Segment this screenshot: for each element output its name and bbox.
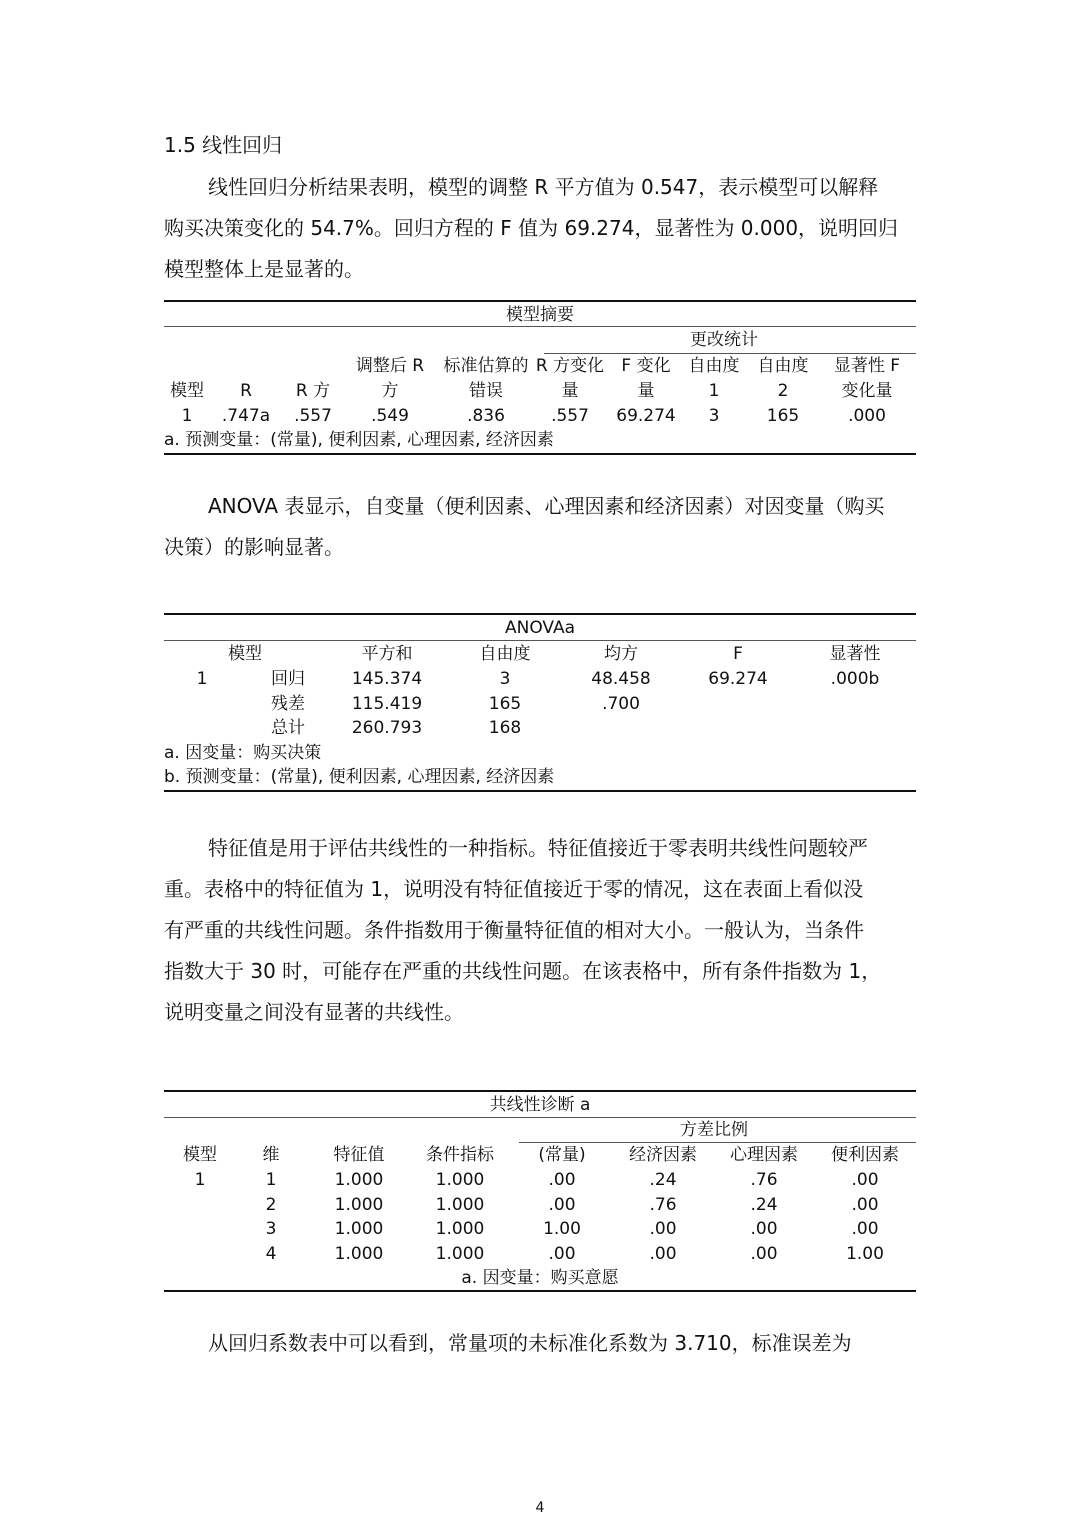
table-footnote: a. 因变量：购买决策 <box>164 743 322 763</box>
paragraph-line: 决策）的影响显著。 <box>164 535 344 559</box>
paragraph-line: 线性回归分析结果表明，模型的调整 R 平方值为 0.547，表示模型可以解释 <box>208 175 879 199</box>
header-df2-line2: 2 <box>777 381 789 401</box>
table-bottom-rule <box>164 1290 916 1292</box>
header-economic: 经济因素 <box>629 1145 697 1165</box>
cell-f: 69.274 <box>708 669 768 689</box>
cell-df: 165 <box>488 694 522 714</box>
table-rule <box>164 1117 916 1118</box>
cell-psychological: .00 <box>750 1219 778 1239</box>
group-header: 更改统计 <box>690 330 758 350</box>
header-condition-index: 条件指标 <box>426 1145 494 1165</box>
header-model: 模型 <box>170 381 204 401</box>
cell-se: .836 <box>467 406 505 426</box>
cell-eigenvalue: 1.000 <box>334 1195 384 1215</box>
cell-ms: .700 <box>602 694 640 714</box>
cell-ms: 48.458 <box>591 669 651 689</box>
cell-dimension: 2 <box>265 1195 277 1215</box>
cell-df: 168 <box>488 718 522 738</box>
cell-f-change: 69.274 <box>616 406 676 426</box>
header-df: 自由度 <box>479 644 531 664</box>
cell-eigenvalue: 1.000 <box>334 1170 384 1190</box>
header-sum-of-squares: 平方和 <box>361 644 413 664</box>
header-f-change-line2: 量 <box>637 381 655 401</box>
table-footnote: b. 预测变量：(常量), 便利因素, 心理因素, 经济因素 <box>164 767 555 787</box>
header-psychological: 心理因素 <box>730 1145 798 1165</box>
header-f-change: F 变化 <box>621 356 671 376</box>
paragraph-line: 特征值是用于评估共线性的一种指标。特征值接近于零表明共线性问题较严 <box>208 836 868 860</box>
cell-eigenvalue: 1.000 <box>334 1219 384 1239</box>
cell-eigenvalue: 1.000 <box>334 1244 384 1264</box>
cell-economic: .00 <box>649 1244 677 1264</box>
cell-model: 1 <box>194 1170 206 1190</box>
table-bottom-rule <box>164 453 916 455</box>
cell-convenience: .00 <box>851 1219 879 1239</box>
cell-condition-index: 1.000 <box>435 1195 485 1215</box>
header-df2: 自由度 <box>757 356 809 376</box>
cell-model: 1 <box>196 669 208 689</box>
model-summary-table <box>164 300 916 456</box>
cell-sig: .000 <box>848 406 886 426</box>
header-dimension: 维 <box>262 1145 280 1165</box>
header-se: 标准估算的 <box>443 356 529 376</box>
table-bottom-rule <box>164 790 916 792</box>
collinearity-table <box>164 1090 916 1294</box>
group-rule <box>544 353 916 354</box>
section-heading: 1.5 线性回归 <box>164 133 283 157</box>
paragraph-coefficients <box>164 1323 916 1364</box>
cell-psychological: .00 <box>750 1244 778 1264</box>
cell-constant: .00 <box>548 1170 576 1190</box>
cell-dimension: 4 <box>265 1244 277 1264</box>
header-adj-r2-line2: 方 <box>381 381 399 401</box>
cell-condition-index: 1.000 <box>435 1244 485 1264</box>
paragraph-line: 重。表格中的特征值为 1，说明没有特征值接近于零的情况，这在表面上看似没 <box>164 877 864 901</box>
header-r2-change-line2: 量 <box>561 381 579 401</box>
cell-condition-index: 1.000 <box>435 1170 485 1190</box>
header-r: R <box>240 381 252 401</box>
table-top-rule <box>164 1090 916 1092</box>
table-rule <box>164 640 916 641</box>
table-title: 模型摘要 <box>506 305 574 325</box>
header-df1: 自由度 <box>688 356 740 376</box>
cell-df2: 165 <box>766 406 800 426</box>
row-label: 回归 <box>271 669 305 689</box>
cell-constant: .00 <box>548 1244 576 1264</box>
cell-df1: 3 <box>708 406 720 426</box>
cell-dimension: 1 <box>265 1170 277 1190</box>
header-convenience: 便利因素 <box>831 1145 899 1165</box>
paragraph-line: 模型整体上是显著的。 <box>164 257 364 281</box>
cell-constant: .00 <box>548 1195 576 1215</box>
page-number: 4 <box>535 1500 545 1516</box>
row-label: 总计 <box>271 718 305 738</box>
header-r2-change: R 方变化 <box>535 356 605 376</box>
cell-psychological: .24 <box>750 1195 778 1215</box>
header-constant: (常量) <box>538 1145 586 1165</box>
paragraph-collinearity <box>164 828 916 1033</box>
header-sig: 显著性 F <box>833 356 901 376</box>
cell-convenience: .00 <box>851 1170 879 1190</box>
header-adj-r2: 调整后 R <box>355 356 425 376</box>
cell-r2-change: .557 <box>551 406 589 426</box>
header-model: 模型 <box>183 1145 217 1165</box>
header-f: F <box>733 644 743 664</box>
header-sig-line2: 变化量 <box>841 381 893 401</box>
paragraph-line: 从回归系数表中可以看到，常量项的未标准化系数为 3.710，标准误差为 <box>208 1331 852 1355</box>
cell-convenience: .00 <box>851 1195 879 1215</box>
header-se-line2: 错误 <box>469 381 503 401</box>
cell-adj-r2: .549 <box>371 406 409 426</box>
cell-df: 3 <box>499 669 511 689</box>
cell-psychological: .76 <box>750 1170 778 1190</box>
header-sig: 显著性 <box>829 644 881 664</box>
cell-sig: .000b <box>830 669 880 689</box>
table-footnote: a. 预测变量：(常量), 便利因素, 心理因素, 经济因素 <box>164 430 554 450</box>
group-header: 方差比例 <box>680 1120 748 1140</box>
paragraph-line: ANOVA 表显示，自变量（便利因素、心理因素和经济因素）对因变量（购买 <box>208 494 885 518</box>
cell-dimension: 3 <box>265 1219 277 1239</box>
paragraph-regression-summary <box>164 167 916 290</box>
anova-table <box>164 613 916 793</box>
cell-constant: 1.00 <box>543 1219 581 1239</box>
header-mean-square: 均方 <box>604 644 638 664</box>
cell-economic: .00 <box>649 1219 677 1239</box>
cell-condition-index: 1.000 <box>435 1219 485 1239</box>
table-rule <box>164 326 916 327</box>
cell-ss: 145.374 <box>351 669 423 689</box>
table-top-rule <box>164 613 916 615</box>
cell-ss: 115.419 <box>351 694 423 714</box>
table-title: 共线性诊断 a <box>489 1095 591 1115</box>
group-rule <box>519 1142 916 1143</box>
cell-model: 1 <box>181 406 193 426</box>
header-model: 模型 <box>228 644 262 664</box>
table-title: ANOVAa <box>504 618 576 638</box>
row-label: 残差 <box>271 694 305 714</box>
table-footnote: a. 因变量：购买意愿 <box>461 1268 619 1288</box>
cell-r2: .557 <box>294 406 332 426</box>
cell-economic: .76 <box>649 1195 677 1215</box>
header-df1-line2: 1 <box>708 381 720 401</box>
paragraph-line: 指数大于 30 时，可能存在严重的共线性问题。在该表格中，所有条件指数为 1， <box>164 959 882 983</box>
paragraph-line: 购买决策变化的 54.7%。回归方程的 F 值为 69.274，显著性为 0.000，说明回归 <box>164 216 899 240</box>
cell-convenience: 1.00 <box>846 1244 884 1264</box>
cell-economic: .24 <box>649 1170 677 1190</box>
table-top-rule <box>164 300 916 302</box>
cell-ss: 260.793 <box>351 718 423 738</box>
paragraph-line: 有严重的共线性问题。条件指数用于衡量特征值的相对大小。一般认为，当条件 <box>164 918 864 942</box>
cell-r: .747a <box>221 406 271 426</box>
header-r2: R 方 <box>295 381 331 401</box>
paragraph-line: 说明变量之间没有显著的共线性。 <box>164 1000 464 1024</box>
paragraph-anova-intro <box>164 486 916 568</box>
header-eigenvalue: 特征值 <box>333 1145 385 1165</box>
